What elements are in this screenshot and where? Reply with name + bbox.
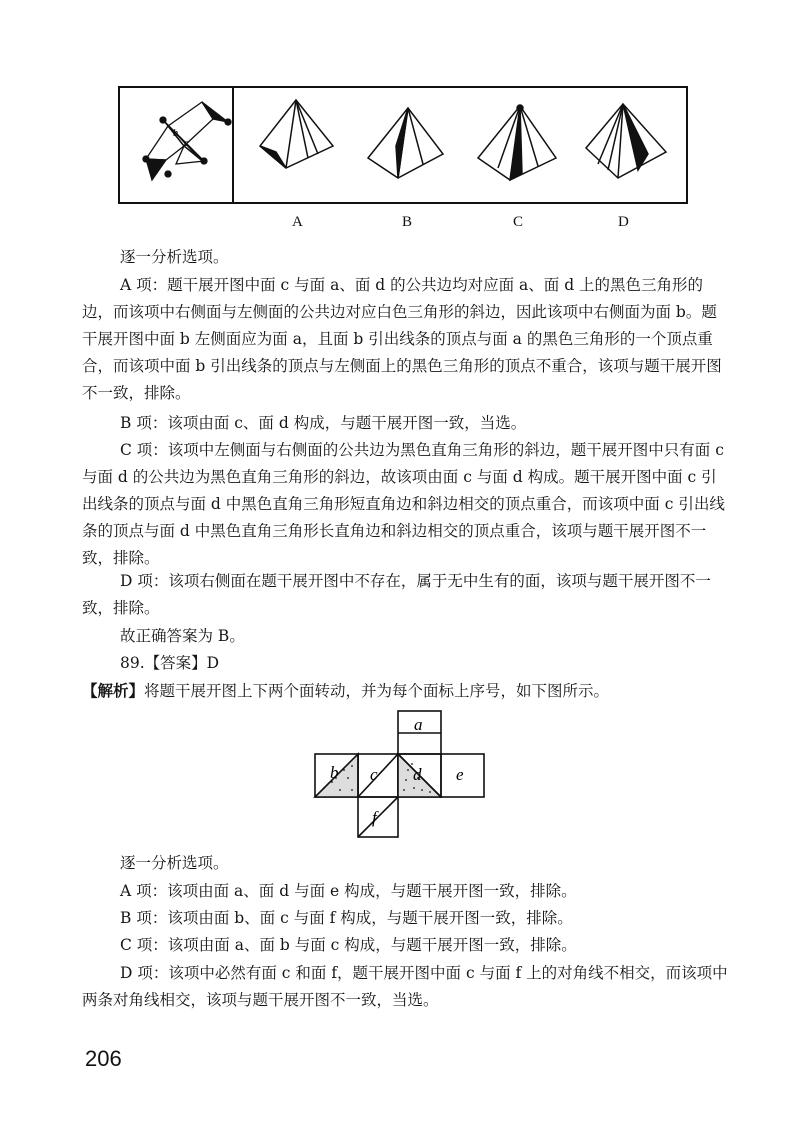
q89-option-d-analysis: D 项：该项中必然有面 c 和面 f，题干展开图中面 c 与面 f 上的对角线不相交，而该项中两条对角线相交，该项与题干展开图不一致，当选。: [82, 964, 728, 1009]
net-label-b: b: [173, 128, 178, 139]
option-d-label: D: [618, 214, 629, 230]
q88-option-b-analysis: B 项：该项由面 c、面 d 构成，与题干展开图一致，当选。: [120, 414, 527, 432]
q88-option-a-analysis: A 项：题干展开图中面 c 与面 a、面 d 的公共边均对应面 a、面 d 上的黑色三角形的边，而该项中右侧面与左侧面的公共边对应白色三角形的斜边，因此该项中右侧面为面 b。题干展开图中面 b 左侧面应为面 a，且面 b 引出线条的顶点与面 a 的黑色三角形的一个顶点重合，而该项中面 b 引出线条的顶点与左侧面上的黑色三角形的顶点不重合，该项与题干展开图不一致，排除。: [82, 276, 722, 402]
q89-answer: 89.【答案】D: [120, 654, 220, 672]
question-figure: [118, 86, 688, 204]
option-b-pyramid: [368, 108, 443, 178]
q88-option-c-analysis: C 项：该项中左侧面与右侧面的公共边为黑色直角三角形的斜边，题干展开图中只有面 c 与面 d 的公共边为黑色直角三角形的斜边，故该项由面 c 与面 d 构成。题干展开图中面 c 引出线条的顶点与面 d 中黑色直角三角形短直角边和斜边相交的顶点重合，而该项中面 c 引出线条的顶点与面 d 中黑色直角三角形长直角边和斜边相交的顶点重合，该项与题干展开图不一致，排除。: [82, 441, 725, 567]
net-face-a: a: [414, 715, 423, 734]
q89-option-b-analysis: B 项：该项由面 b、面 c 与面 f 构成，与题干展开图一致，排除。: [120, 909, 573, 927]
option-a-pyramid: [260, 100, 333, 168]
option-c-label: C: [513, 214, 524, 230]
net-label-c: c: [184, 138, 189, 149]
page-number: 206: [85, 1046, 122, 1071]
option-d-pyramid: [586, 104, 666, 178]
q88-option-d-analysis: D 项：该项右侧面在题干展开图中不存在，属于无中生有的面，该项与题干展开图不一致，排除。: [82, 572, 711, 617]
option-a-label: A: [292, 214, 303, 230]
net-face-b: b: [330, 763, 339, 782]
q89-analysis-intro: 【解析】将题干展开图上下两个面转动，并为每个面标上序号，如下图所示。: [82, 681, 610, 700]
q89-option-c-analysis: C 项：该项由面 a、面 b 与面 c 构成，与题干展开图一致，排除。: [120, 936, 577, 954]
q89-option-a-analysis: A 项：该项由面 a、面 d 与面 e 构成，与题干展开图一致，排除。: [120, 882, 577, 900]
net-face-c: c: [370, 765, 378, 784]
option-c-pyramid: [478, 105, 556, 180]
net-face-f: f: [372, 808, 377, 827]
q89-net-figure: [310, 708, 490, 840]
q88-conclusion: 故正确答案为 B。: [120, 627, 245, 645]
net-face-d: d: [413, 765, 422, 784]
net-face-e: e: [456, 765, 464, 784]
option-b-label: B: [402, 214, 413, 230]
analysis-tag: 【解析】: [82, 681, 145, 700]
q89-intro: 逐一分析选项。: [120, 854, 229, 872]
q88-intro: 逐一分析选项。: [120, 248, 229, 266]
